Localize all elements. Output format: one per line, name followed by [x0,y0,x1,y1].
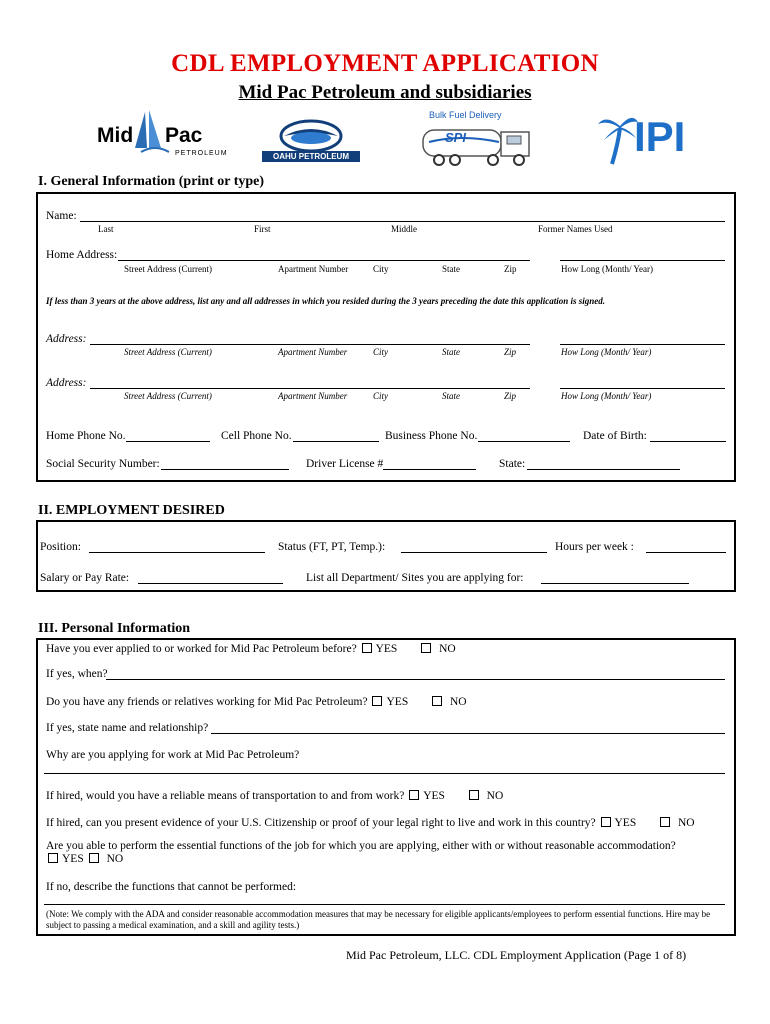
salary-label: Salary or Pay Rate: [40,572,130,584]
home-address-duration-field[interactable] [560,260,725,261]
address1-field[interactable] [90,344,530,345]
q6-options [46,853,123,865]
status-label: Status (FT, PT, Temp.): [278,541,386,553]
dob-field[interactable] [650,441,726,442]
addr2-sub-zip: Zip [504,391,517,401]
departments-label: List all Department/ Sites you are applying for: [306,572,524,584]
q1-no-checkbox[interactable] [421,643,431,653]
ssn-label: Social Security Number: [46,458,160,470]
address1-duration-field[interactable] [560,344,725,345]
midpac-tag: PETROLEUM [175,150,228,157]
q6-yes-checkbox[interactable] [48,853,58,863]
ipi-logo [598,110,703,166]
name-sub-last: Last [98,224,114,234]
q1-row [46,643,456,655]
position-label: Position: [40,541,81,553]
address1-label: Address: [46,333,87,345]
oahu-petroleum-logo [262,118,360,164]
state-label: State: [499,458,526,470]
spi-banner: Bulk Fuel Delivery [429,110,502,120]
q6-yes-label: YES [62,853,84,865]
business-phone-label: Business Phone No. [385,430,478,442]
addr-sub-state: State [442,264,460,274]
dob-label: Date of Birth: [583,430,647,442]
ada-note: (Note: We comply with the ADA and consider reasonable accommodation measures that may be necessary for eligible applicants/employees to perform essential functions. Hire may be subject to passing a medical examination, and a skill and agility tests.) [46,909,711,930]
q2-text: Do you have any friends or relatives working for Mid Pac Petroleum? [46,696,368,708]
address2-field[interactable] [90,388,530,389]
q2b-label: If yes, state name and relationship? [46,722,209,734]
addr1-sub-howlong: How Long (Month/ Year) [561,347,652,357]
position-field[interactable] [89,552,265,553]
name-label: Name: [46,210,77,222]
q4-yes-checkbox[interactable] [409,790,419,800]
state-field[interactable] [527,469,680,470]
q1-text: Have you ever applied to or worked for Mid Pac Petroleum before? [46,643,357,655]
q6-no-checkbox[interactable] [89,853,99,863]
q1b-label: If yes, when? [46,668,108,680]
status-field[interactable] [401,552,547,553]
q1-yes-checkbox[interactable] [362,643,372,653]
home-phone-label: Home Phone No. [46,430,126,442]
page-footer: Mid Pac Petroleum, LLC. CDL Employment Application (Page 1 of 8) [346,948,687,962]
q4-no-label: NO [486,790,504,802]
addr2-sub-apt: Apartment Number [278,391,348,401]
addr1-sub-apt: Apartment Number [278,347,348,357]
q4-row [46,790,503,802]
addr1-sub-zip: Zip [504,347,517,357]
q2-row [46,696,467,708]
q5-no-label: NO [677,817,695,829]
q5-row [46,817,695,829]
q5-no-checkbox[interactable] [660,817,670,827]
q5-yes-checkbox[interactable] [601,817,611,827]
name-sub-former: Former Names Used [538,224,613,234]
cell-phone-label: Cell Phone No. [221,430,292,442]
section2-heading: II. EMPLOYMENT DESIRED [38,503,225,518]
q3-field[interactable] [44,773,725,774]
hours-label: Hours per week : [555,541,634,553]
q4-yes-label: YES [423,790,445,802]
oahu-logo-text: OAHU PETROLEUM [262,151,360,162]
addr1-sub-state: State [442,347,460,357]
midpac-word2: Pac [165,124,203,147]
q5-text: If hired, can you present evidence of your U.S. Citizenship or proof of your legal right to live and work in this country? [46,817,596,829]
spi-logo [415,110,545,170]
q1-no-label: NO [439,643,456,655]
home-phone-field[interactable] [126,441,210,442]
form-subtitle: Mid Pac Petroleum and subsidiaries [238,82,532,103]
q6b-field[interactable] [44,904,725,905]
prior-address-notice: If less than 3 years at the above address, list any and all addresses in which you resided during the 3 years preceding the date this application is signed. [46,296,606,306]
q6-no-label: NO [106,853,124,865]
cell-phone-field[interactable] [293,441,379,442]
driver-license-label: Driver License # [306,458,384,470]
addr1-sub-city: City [373,347,388,357]
addr1-sub-street: Street Address (Current) [124,347,212,357]
q6-label: Are you able to perform the essential functions of the job for which you are applying, either with or without reasonable accommodation? [46,840,676,852]
driver-license-field[interactable] [383,469,476,470]
section3-heading: III. Personal Information [38,621,191,636]
address2-label: Address: [46,377,87,389]
addr2-sub-howlong: How Long (Month/ Year) [561,391,652,401]
q4-text: If hired, would you have a reliable means of transportation to and from work? [46,790,405,802]
business-phone-field[interactable] [478,441,570,442]
q4-no-checkbox[interactable] [469,790,479,800]
q1b-field[interactable] [106,679,725,680]
form-title: CDL EMPLOYMENT APPLICATION [171,50,599,77]
q3-label: Why are you applying for work at Mid Pac Petroleum? [46,749,300,761]
q6b-label: If no, describe the functions that cannot be performed: [46,881,297,893]
name-sub-middle: Middle [391,224,417,234]
q2-yes-label: YES [386,696,409,708]
addr-sub-city: City [373,264,389,274]
hours-field[interactable] [646,552,726,553]
addr-sub-street: Street Address (Current) [124,264,212,274]
salary-field[interactable] [138,583,283,584]
q2-yes-checkbox[interactable] [372,696,382,706]
ssn-field[interactable] [161,469,289,470]
ipi-text: IPI [634,113,686,160]
q1-yes-label: YES [375,643,398,655]
name-field[interactable] [80,221,725,222]
q2b-field[interactable] [211,733,725,734]
q5-yes-label: YES [614,817,637,829]
name-sub-first: First [254,224,271,234]
section1-heading: I. General Information (print or type) [38,174,265,189]
midpac-logo [95,108,228,164]
addr2-sub-state: State [442,391,460,401]
addr-sub-apt: Apartment Number [278,264,349,274]
home-address-field[interactable] [118,260,530,261]
addr-sub-zip: Zip [504,264,517,274]
addr2-sub-city: City [373,391,388,401]
q2-no-checkbox[interactable] [432,696,442,706]
address2-duration-field[interactable] [560,388,725,389]
addr-sub-howlong: How Long (Month/ Year) [561,264,653,274]
home-address-label: Home Address: [46,249,118,261]
spi-text: SPI [445,130,466,145]
departments-field[interactable] [541,583,689,584]
midpac-word1: Mid [97,124,134,147]
q2-no-label: NO [449,696,467,708]
addr2-sub-street: Street Address (Current) [124,391,212,401]
